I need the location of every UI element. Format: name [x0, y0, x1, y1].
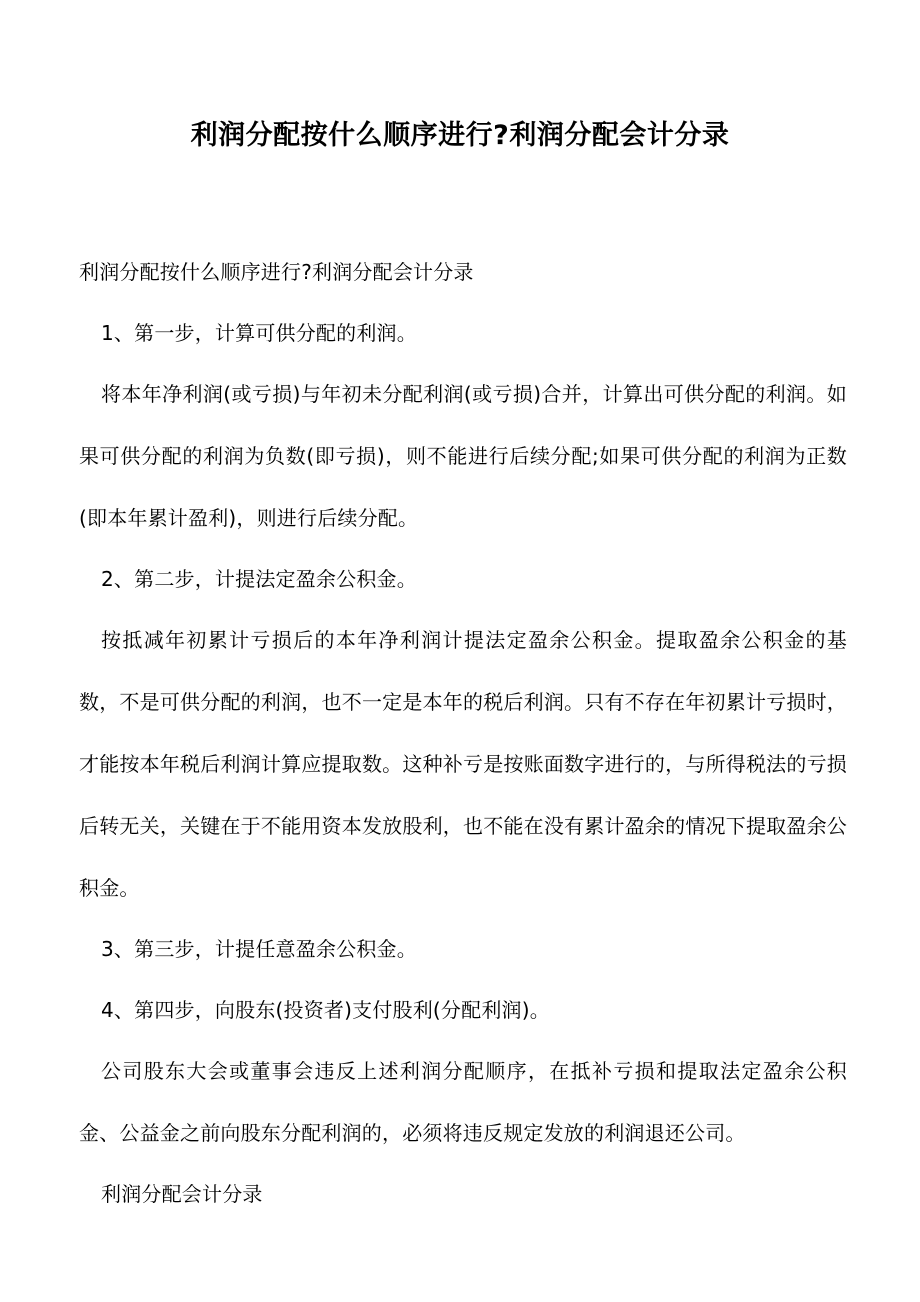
paragraph-step-3: 3、第三步，计提任意盈余公积金。 [101, 937, 417, 961]
paragraph-step-1: 1、第一步，计算可供分配的利润。 [101, 321, 417, 345]
document-body [79, 255, 847, 1238]
document-title: 利润分配按什么顺序进行?利润分配会计分录 [190, 120, 730, 151]
paragraph-step-1-detail: 将本年净利润(或亏损)与年初未分配利润(或亏损)合并，计算出可供分配的利润。如果可供分配的利润为负数(即亏损)，则不能进行后续分配;如果可供分配的利润为正数(即本年累计盈利)，则进行后续分配。 [79, 382, 847, 530]
paragraph-step-4: 4、第四步，向股东(投资者)支付股利(分配利润)。 [101, 998, 550, 1022]
document-subtitle: 利润分配按什么顺序进行?利润分配会计分录 [79, 260, 474, 284]
paragraph-violation-note: 公司股东大会或董事会违反上述利润分配顺序，在抵补亏损和提取法定盈余公积金、公益金之前向股东分配利润的，必须将违反规定发放的利润退还公司。 [79, 1059, 847, 1145]
paragraph-accounting-heading: 利润分配会计分录 [101, 1182, 263, 1206]
paragraph-step-2-detail: 按抵减年初累计亏损后的本年净利润计提法定盈余公积金。提取盈余公积金的基数，不是可供分配的利润，也不一定是本年的税后利润。只有不存在年初累计亏损时，才能按本年税后利润计算应提取数。这种补亏是按账面数字进行的，与所得税法的亏损后转无关，关键在于不能用资本发放股利，也不能在没有累计盈余的情况下提取盈余公积金。 [79, 628, 847, 900]
paragraph-step-2: 2、第二步，计提法定盈余公积金。 [101, 567, 417, 591]
